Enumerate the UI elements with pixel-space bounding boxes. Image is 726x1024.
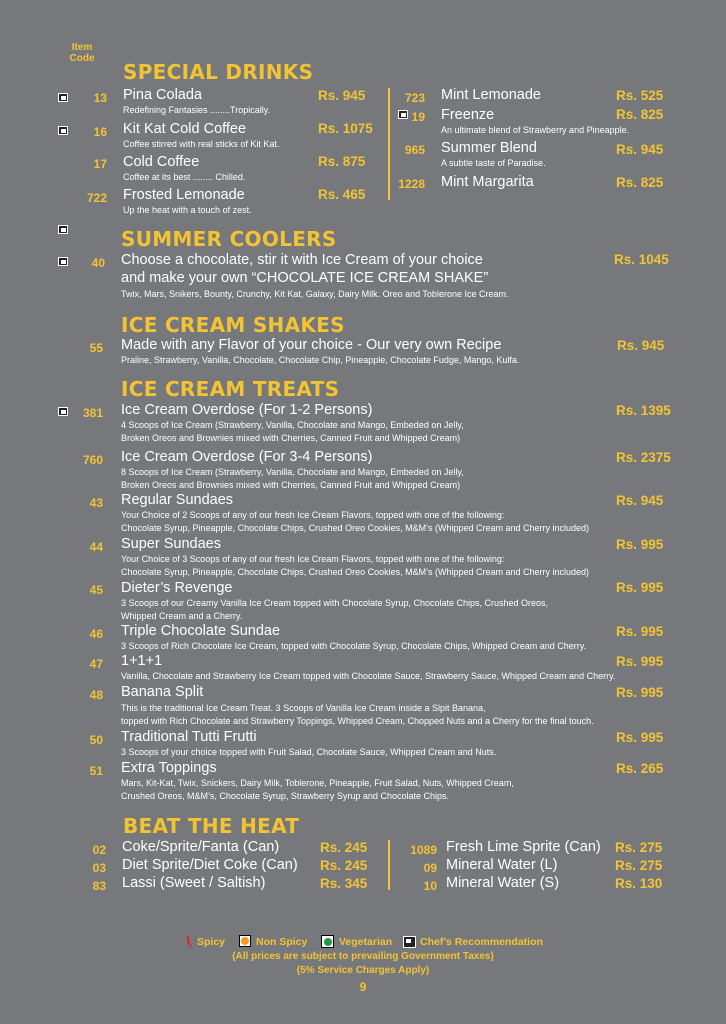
item-price: Rs. 825 — [616, 175, 664, 190]
item-code: 760 — [82, 453, 103, 467]
item-description: Chocolate Syrup, Pineapple, Chocolate Chips, Crushed Oreo Cookies, M&M’s (Whipped Cream and Cherry included) — [121, 523, 590, 533]
item-price: Rs. 525 — [616, 88, 664, 103]
item-description: 4 Scoops of Ice Cream (Strawberry, Vanilla, Chocolate and Mango, Embeded on Jelly, — [121, 420, 464, 430]
item-description: topped with Rich Chocolate and Strawberry Toppings, Whipped Cream, Chopped Nuts and a Cherry for the final touch. — [121, 716, 594, 726]
item-description: Mars, Kit-Kat, Twix, Snickers, Dairy Milk, Toblerone, Pineapple, Fruit Salad, Nuts, Whipped Cream, — [121, 778, 514, 788]
item-name: Freenze — [441, 107, 495, 123]
item-description: 3 Scoops of your choice topped with Fruit Salad, Chocolate Sauce, Whipped Cream and Nuts. — [121, 747, 497, 757]
item-description: Your Choice of 3 Scoops of any of our fresh Ice Cream Flavors, topped with one of the following: — [121, 554, 505, 564]
item-code: 965 — [404, 143, 425, 157]
item-code: 16 — [93, 125, 107, 139]
item-name: Dieter’s Revenge — [121, 580, 233, 596]
item-price: Rs. 1045 — [614, 252, 669, 267]
item-code: 46 — [89, 627, 103, 641]
item-name: Banana Split — [121, 684, 204, 700]
item-name: Fresh Lime Sprite (Can) — [446, 839, 601, 855]
item-name: Frosted Lemonade — [123, 187, 245, 203]
item-code: 13 — [93, 91, 107, 105]
section-beat-the-heat: BEAT THE HEAT — [123, 814, 300, 838]
item-name: Choose a chocolate, stir it with Ice Cream of your choice — [121, 252, 483, 268]
item-name: Cold Coffee — [123, 154, 200, 170]
item-description: Broken Oreos and Brownies mixed with Cherries, Canned Fruit and Whipped Cream) — [121, 480, 461, 490]
legend-vegetarian: Vegetarian — [339, 936, 393, 948]
item-code: 50 — [89, 733, 103, 747]
item-price: Rs. 1075 — [318, 121, 373, 136]
item-name: Made with any Flavor of your choice - Our very own Recipe — [121, 337, 502, 353]
item-name: Lassi (Sweet / Saltish) — [122, 875, 266, 891]
item-code: 723 — [404, 91, 425, 105]
item-name: Super Sundaes — [121, 536, 221, 552]
item-description: Coffee at its best ........ Chilled. — [123, 172, 246, 182]
item-code: 17 — [93, 157, 107, 171]
tax-note: (All prices are subject to prevailing Government Taxes) — [232, 951, 494, 962]
item-description: 3 Scoops of our Creamy Vanilla Ice Cream topped with Chocolate Syrup, Chocolate Chips, Crushed Oreos, — [121, 598, 549, 608]
item-description: Redefining Fantasies ........Tropically. — [123, 105, 271, 115]
item-code: 1089 — [410, 843, 437, 857]
item-name: Coke/Sprite/Fanta (Can) — [122, 839, 280, 855]
service-charge-note: (5% Service Charges Apply) — [296, 965, 430, 976]
section-summer-coolers: SUMMER COOLERS — [121, 227, 337, 251]
legend-non-spicy: Non Spicy — [256, 936, 308, 948]
section-ice-cream-shakes: ICE CREAM SHAKES — [121, 313, 345, 337]
item-price: Rs. 995 — [616, 624, 664, 639]
item-name: Mineral Water (S) — [446, 875, 560, 891]
item-price: Rs. 875 — [318, 154, 366, 169]
item-name: Summer Blend — [441, 140, 537, 156]
section-ice-cream-treats: ICE CREAM TREATS — [121, 377, 340, 401]
column-divider — [388, 840, 390, 890]
item-name: Mineral Water (L) — [446, 857, 558, 873]
item-description: Up the heat with a touch of zest. — [123, 205, 252, 215]
item-code: 51 — [89, 764, 103, 778]
item-code: 45 — [89, 583, 103, 597]
chef-recommendation-icon — [403, 936, 416, 948]
item-price: Rs. 945 — [616, 142, 664, 157]
item-code: 47 — [89, 657, 103, 671]
item-price: Rs. 945 — [617, 338, 665, 353]
item-name: 1+1+1 — [121, 653, 163, 669]
item-price: Rs. 995 — [616, 580, 664, 595]
item-code: 03 — [92, 861, 106, 875]
item-code-label: Item Code — [69, 42, 95, 64]
item-price: Rs. 130 — [615, 876, 663, 891]
item-description: Twix, Mars, Snikers, Bounty, Crunchy, Kit Kat, Galaxy, Dairy Milk. Oreo and Toblerone Ice Cream. — [121, 289, 509, 299]
item-name: Triple Chocolate Sundae — [121, 623, 281, 639]
item-code: 40 — [91, 256, 105, 270]
item-price: Rs. 275 — [615, 858, 663, 873]
item-code: 381 — [82, 406, 103, 420]
item-name: Traditional Tutti Frutti — [121, 729, 257, 745]
item-price: Rs. 945 — [616, 493, 664, 508]
item-description: 3 Scoops of Rich Chocolate Ice Cream, topped with Chocolate Syrup, Chocolate Chips, Whipped Cream and Cherry. — [121, 641, 587, 651]
item-description: Vanilla, Chocolate and Strawberry Ice Cream topped with Chocolate Sauce, Strawberry Sauce, Whipped Cream and Cherry. — [121, 671, 616, 681]
legend-chef-recommendation: Chef’s Recommendation — [420, 936, 543, 948]
item-code: 43 — [89, 496, 103, 510]
item-name: Diet Sprite/Diet Coke (Can) — [122, 857, 298, 873]
item-price: Rs. 1395 — [616, 403, 671, 418]
item-name: Pina Colada — [123, 87, 202, 103]
item-description: This is the traditional Ice Cream Treat. 3 Scoops of Vanilla Ice Cream inside a Slpit Banana, — [121, 703, 486, 713]
item-price: Rs. 465 — [318, 187, 366, 202]
item-description: A subtle taste of Paradise. — [441, 158, 546, 168]
item-code: 722 — [86, 191, 107, 205]
item-code: 83 — [92, 879, 106, 893]
item-price: Rs. 245 — [320, 840, 368, 855]
section-special-drinks: SPECIAL DRINKS — [123, 60, 314, 84]
item-price: Rs. 825 — [616, 107, 664, 122]
item-description: Broken Oreos and Brownies mixed with Cherries, Canned Fruit and Whipped Cream) — [121, 433, 461, 443]
item-code: 09 — [423, 861, 437, 875]
item-code: 19 — [411, 110, 425, 124]
item-description: Your Choice of 2 Scoops of any of our fresh Ice Cream Flavors, topped with one of the following: — [121, 510, 505, 520]
item-description: 8 Scoops of Ice Cream (Strawberry, Vanilla, Chocolate and Mango, Embeded on Jelly, — [121, 467, 464, 477]
item-code: 1228 — [398, 177, 425, 191]
item-name-line2: and make your own “CHOCOLATE ICE CREAM SHAKE” — [121, 270, 489, 286]
item-price: Rs. 995 — [616, 685, 664, 700]
item-price: Rs. 995 — [616, 730, 664, 745]
item-description: Whipped Cream and a Cherry. — [121, 611, 243, 621]
item-description: Crushed Oreos, M&M’s, Chocolate Syrup, Strawberry Syrup and Chocolate Chips. — [121, 791, 449, 801]
item-name: Regular Sundaes — [121, 492, 234, 508]
chili-icon — [185, 935, 195, 949]
item-code: 02 — [92, 843, 106, 857]
item-code: 10 — [423, 879, 437, 893]
item-price: Rs. 2375 — [616, 450, 671, 465]
vegetarian-icon — [321, 935, 334, 948]
item-price: Rs. 945 — [318, 88, 366, 103]
item-price: Rs. 265 — [616, 761, 664, 776]
item-description: An ultimate blend of Strawberry and Pineapple. — [441, 125, 630, 135]
item-price: Rs. 995 — [616, 654, 664, 669]
item-description: Chocolate Syrup, Pineapple, Chocolate Chips, Crushed Oreo Cookies, M&M’s (Whipped Cream and Cherry included) — [121, 567, 590, 577]
item-name: Mint Margarita — [441, 174, 534, 190]
item-price: Rs. 995 — [616, 537, 664, 552]
item-name: Ice Cream Overdose (For 1-2 Persons) — [121, 402, 373, 418]
item-name: Mint Lemonade — [441, 87, 541, 103]
legend-spicy: Spicy — [197, 936, 226, 948]
chef-recommendation-icon — [58, 225, 68, 234]
item-code: 44 — [89, 540, 103, 554]
page-number: 9 — [359, 980, 367, 994]
item-price: Rs. 275 — [615, 840, 663, 855]
item-name: Kit Kat Cold Coffee — [123, 121, 247, 137]
non-spicy-icon — [239, 935, 251, 947]
legend — [0, 934, 726, 950]
item-name: Ice Cream Overdose (For 3-4 Persons) — [121, 449, 373, 465]
item-code: 55 — [89, 341, 103, 355]
item-code: 48 — [89, 688, 103, 702]
item-price: Rs. 245 — [320, 858, 368, 873]
item-description: Coffee stirred with real sticks of Kit Kat. — [123, 139, 280, 149]
item-description: Praline, Strawberry, Vanilla, Chocolate, Chocolate Chip, Pineapple, Chocolate Fudge, Mango, Kulfa. — [121, 355, 520, 365]
item-price: Rs. 345 — [320, 876, 368, 891]
item-name: Extra Toppings — [121, 760, 217, 776]
